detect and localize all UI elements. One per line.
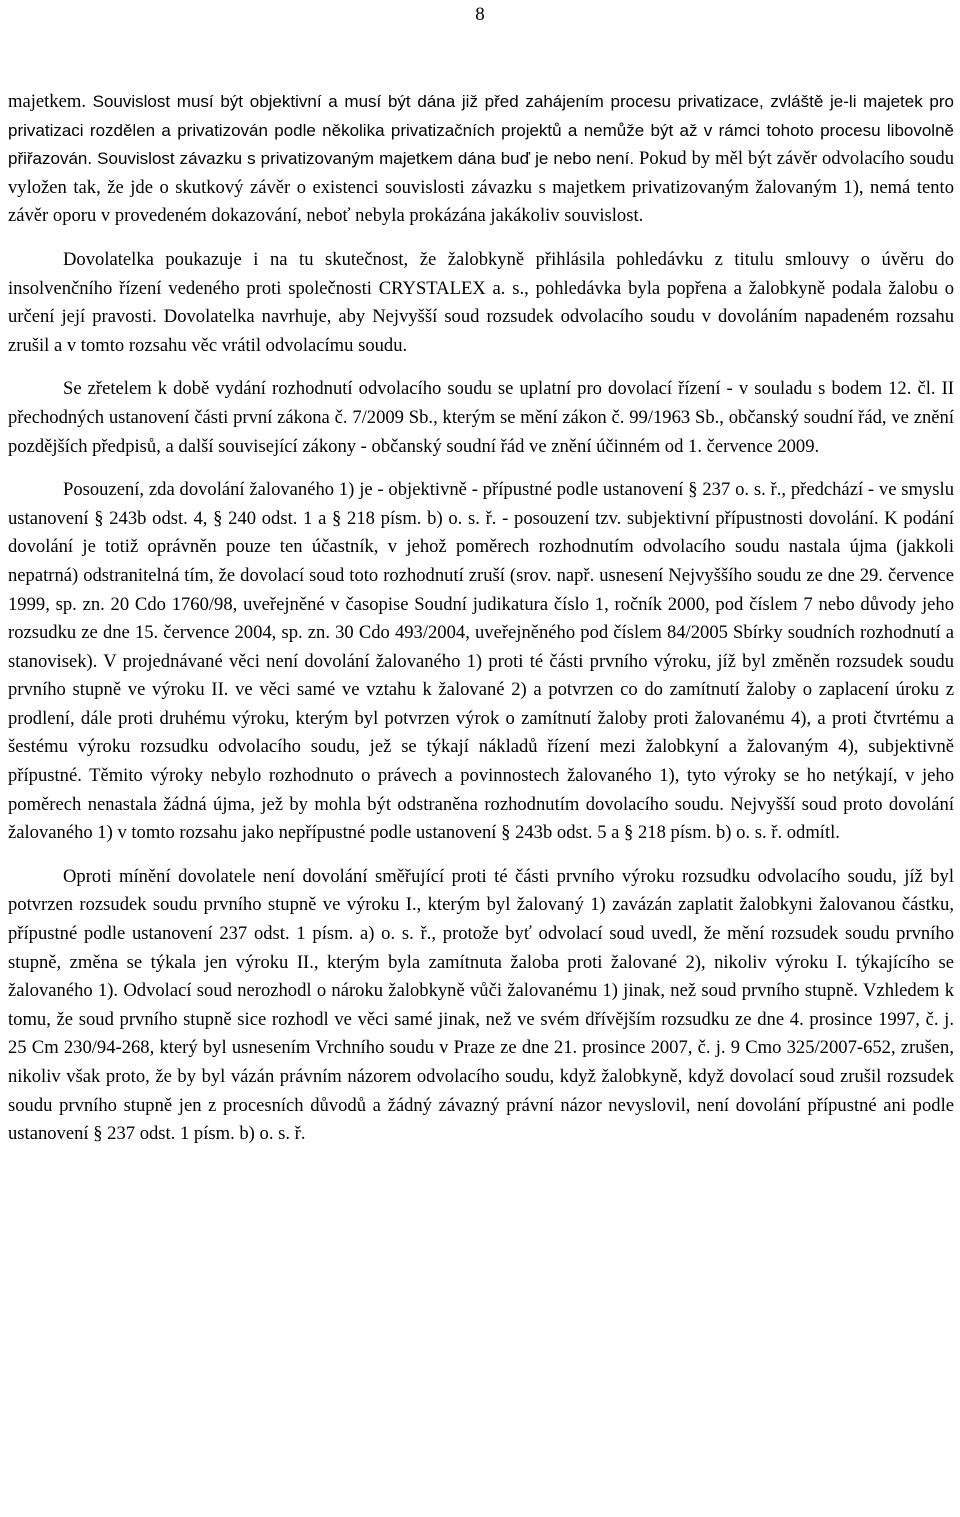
paragraph-1 (8, 88, 954, 231)
text-run: rámci tohoto procesu libovolně přiřazován. Souvislost závazku s privatizovaným majetkem dána buď je nebo není. (8, 120, 954, 169)
paragraph-4 (8, 476, 954, 848)
text-run: Oproti mínění dovolatele není dovolání směřující proti té části prvního výroku rozsudku odvolacího soudu, jíž byl potvrzen rozsudek soudu prvního stupně ve výroku I., kterým byl žalovaný 1) zavázán zaplatit žalobkyni žalovanou částku, přípustné podle ustanovení 237 odst. 1 písm. a) o. s. ř., protože byť odvolací soud uvedl, že mění rozsudek soudu prvního stupně, změna se týkala jen výroku II., kterým byla zamítnuta žaloba proti žalované 2), nikoliv výroku I. týkajícího se žalovaného 1). Odvolací soud nerozhodl o nároku žalobkyně vůči žalovanému 1) jinak, než soud prvního stupně. Vzhledem k tomu, že soud prvního stupně sice rozhodl ve věci samé jinak, než ve svém dřívějším rozsudku ze dne 4. prosince 1997, č. j. 25 Cm 230/94-268, který byl usnesením Vrchního soudu v Praze ze dne 21. prosince 2007, č. j. 9 Cmo 325/2007-652, zrušen, nikoliv však proto, že by byl vázán právním názorem odvolacího soudu, když žalobkyně, když dovolací soud zrušil rozsudek soudu prvního stupně jen z procesních důvodů a žádný závazný právní názor nevyslovil, není dovolání přípustné ani podle ustanovení § 237 odst. 1 písm. b) o. s. ř. (8, 865, 954, 1145)
text-run: Dovolatelka poukazuje i na tu skutečnost, že žalobkyně přihlásila pohledávku z titulu smlouvy o úvěru do insolvenčního řízení vedeného proti společnosti CRYSTALEX a. s., pohledávka byla popřena a žalobkyně podala žalobu o určení její pravosti. Dovolatelka navrhuje, aby Nejvyšší soud rozsudek odvolacího soudu v dovoláním napadeném rozsahu zrušil a v tomto rozsahu věc vrátil odvolacímu soudu. (8, 248, 954, 356)
text-run: Souvislost musí být objektivní a musí být dána již před zahájením procesu privatizace, zvláště je-li majetek pro privatizaci rozdělen a privatizován podle několika privatizačních projektů a nemůže být až v (8, 92, 954, 140)
text-run: Se zřetelem k době vydání rozhodnutí odvolacího soudu se uplatní pro dovolací řízení - v souladu s bodem 12. čl. II přechodných ustanovení části první zákona č. 7/2009 Sb., kterým se mění zákon č. 99/1963 Sb., občanský soudní řád, ve znění pozdějších předpisů, a další související zákony - občanský soudní řád ve znění účinném od 1. července 2009. (8, 378, 954, 457)
document-body (8, 88, 954, 1164)
text-run: Pokud by měl být závěr odvolacího soudu vyložen tak, že jde o skutkový závěr o existenci souvislosti závazku s majetkem privatizovaným žalovaným 1), nemá tento závěr oporu v provedeném dokazování, neboť nebyla prokázána jakákoliv souvislost. (8, 148, 954, 227)
page-number: 8 (475, 4, 485, 25)
paragraph-3 (8, 375, 954, 461)
text-run: majetkem. (8, 91, 93, 112)
text-run: Posouzení, zda dovolání žalovaného 1) je - objektivně - přípustné podle ustanovení § 237 o. s. ř., předchází - ve smyslu ustanovení § 243b odst. 4, § 240 odst. 1 a § 218 písm. b) o. s. ř. - posouzení tzv. subjektivní přípustnosti dovolání. K podání dovolání je totiž oprávněn pouze ten účastník, v jehož poměrech rozhodnutím odvolacího soudu nastala újma (jakkoli nepatrná) odstranitelná tím, že dovolací soud toto rozhodnutí zruší (srov. např. usnesení Nejvyššího soudu ze dne 29. července 1999, sp. zn. 20 Cdo 1760/98, uveřejněné v časopise Soudní judikatura číslo 1, ročník 2000, pod číslem 7 nebo důvody jeho rozsudku ze dne 15. července 2004, sp. zn. 30 Cdo 493/2004, uveřejněného pod číslem 84/2005 Sbírky soudních rozhodnutí a stanovisek). V projednávané věci není dovolání žalovaného 1) proti té části prvního výroku, jíž byl změněn rozsudek soudu prvního stupně ve výroku II. ve věci samé ve vztahu k žalované 2) a potvrzen co do zamítnutí žaloby o zaplacení úroku z prodlení, dále proti druhému výroku, kterým byl potvrzen výrok o zamítnutí žaloby proti žalovanému 4), a proti čtvrtému a šestému výroku rozsudku odvolacího soudu, jež se týkají nákladů řízení mezi žalobkyní a žalovaným 4), subjektivně přípustné. Těmito výroky nebylo rozhodnuto o právech a povinnostech žalovaného 1), tyto výroky se ho netýkají, v jeho poměrech nenastala žádná újma, jež by mohla být odstraněna rozhodnutím dovolacího soudu. Nejvyšší soud proto dovolání žalovaného 1) v tomto rozsahu jako nepřípustné podle ustanovení § 243b odst. 5 a § 218 písm. b) o. s. ř. odmítl. (8, 479, 954, 844)
paragraph-5 (8, 863, 954, 1149)
paragraph-2 (8, 246, 954, 360)
